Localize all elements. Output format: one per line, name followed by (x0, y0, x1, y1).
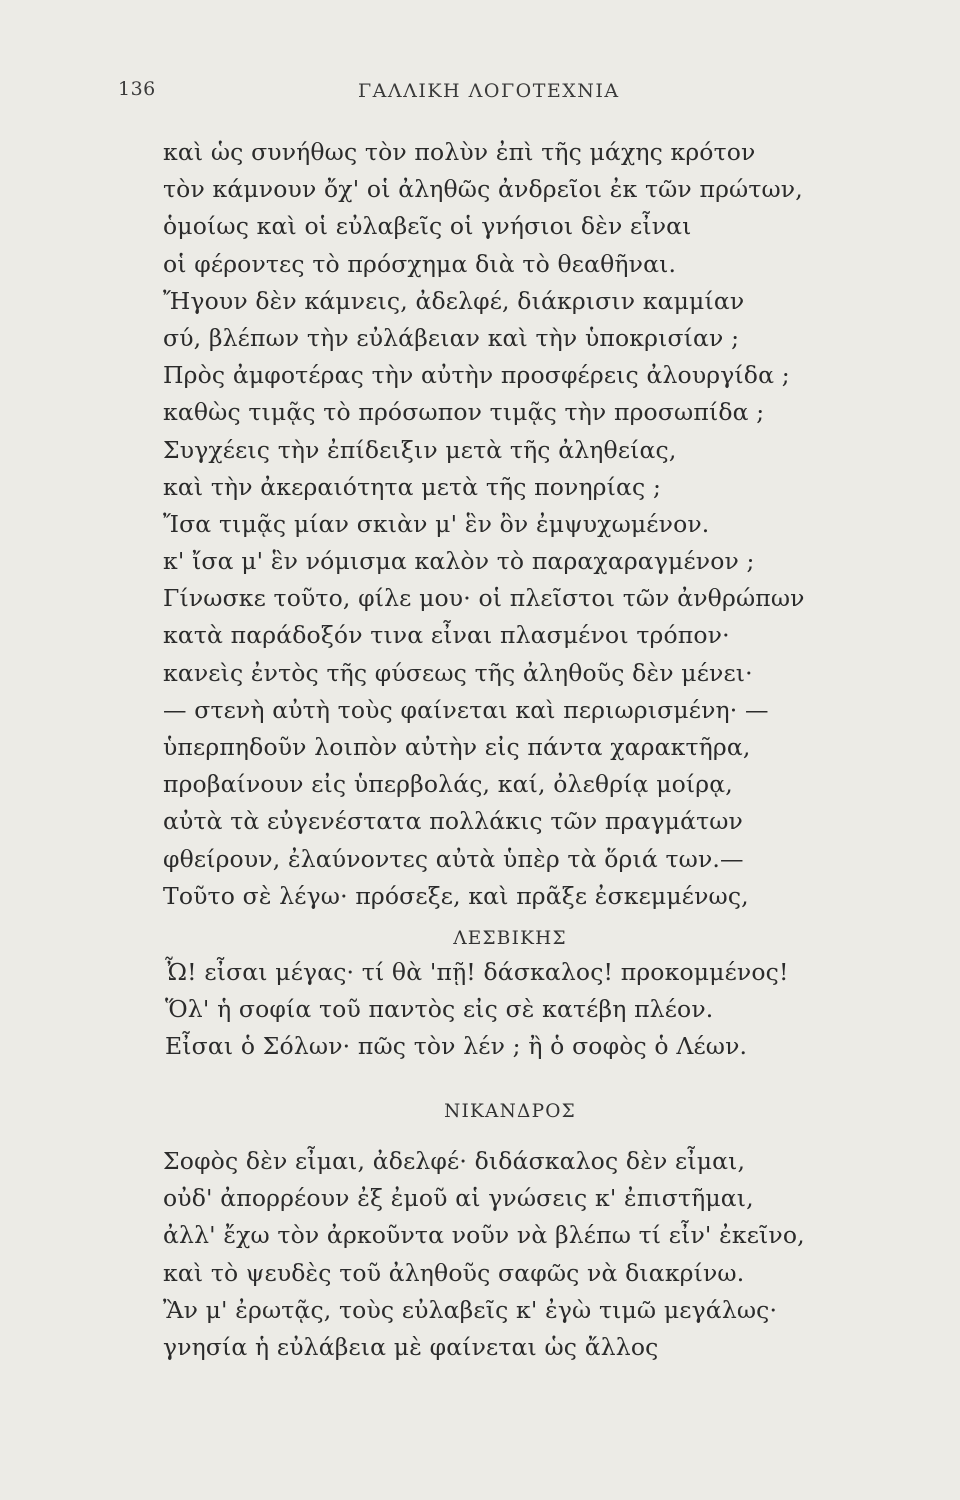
running-title: ΓΑΛΛΙΚΗ ΛΟΓΟΤΕΧΝΙΑ (358, 80, 620, 102)
verse-line: Πρὸς ἀμφοτέρας τὴν αὐτὴν προσφέρεις ἀλουργίδα ; (163, 361, 790, 390)
verse-line: φθείρουν, ἐλαύνοντες αὐτὰ ὑπὲρ τὰ ὅριά των.— (163, 844, 744, 873)
verse-line: — στενὴ αὐτὴ τοὺς φαίνεται καὶ περιωρισμένη· — (163, 695, 769, 724)
verse-block-2 (165, 954, 845, 1066)
verse-line: Ὅλ' ἡ σοφία τοῦ παντὸς εἰς σὲ κατέβη πλέον. (165, 995, 714, 1024)
verse-block-3 (163, 1143, 843, 1366)
verse-line: Ἂν μ' ἐρωτᾷς, τοὺς εὐλαβεῖς κ' ἐγὼ τιμῶ μεγάλως· (163, 1295, 778, 1324)
verse-block-1 (163, 134, 843, 915)
speaker-name: ΛΕΣΒΙΚΗΣ (453, 928, 567, 949)
verse-line: κανεὶς ἐντὸς τῆς φύσεως τῆς ἀληθοῦς δὲν μένει· (163, 658, 753, 687)
verse-line: κ' ἴσα μ' ἓν νόμισμα καλὸν τὸ παραχαραγμένον ; (163, 547, 755, 576)
verse-line: καθὼς τιμᾷς τὸ πρόσωπον τιμᾷς τὴν προσωπίδα ; (163, 398, 765, 427)
running-head (0, 78, 960, 108)
verse-line: Ὦ! εἶσαι μέγας· τί θὰ 'πῇ! δάσκαλος! προκομμένος! (165, 958, 789, 986)
verse-line: καὶ τὸ ψευδὲς τοῦ ἀληθοῦς σαφῶς νὰ διακρίνω. (163, 1258, 745, 1287)
verse-line: αὐτὰ τὰ εὐγενέστατα πολλάκις τῶν πραγμάτων (163, 807, 743, 836)
verse-line: καὶ ὡς συνήθως τὸν πολὺν ἐπὶ τῆς μάχης κρότον (163, 138, 756, 166)
verse-line: ἀλλ' ἔχω τὸν ἀρκοῦντα νοῦν νὰ βλέπω τί εἶν' ἐκεῖνο, (163, 1221, 805, 1250)
verse-line: Εἶσαι ὁ Σόλων· πῶς τὸν λέν ; ἢ ὁ σοφὸς ὁ Λέων. (165, 1032, 748, 1061)
verse-line: Σοφὸς δὲν εἶμαι, ἀδελφέ· διδάσκαλος δὲν εἶμαι, (163, 1147, 746, 1175)
verse-line: Ἤγουν δὲν κάμνεις, ἀδελφέ, διάκρισιν καμμίαν (163, 286, 745, 315)
verse-line: κατὰ παράδοξόν τινα εἶναι πλασμένοι τρόπον· (163, 621, 730, 650)
verse-line: οἱ φέροντες τὸ πρόσχημα διὰ τὸ θεαθῆναι. (163, 249, 677, 278)
verse-line: προβαίνουν εἰς ὑπερβολάς, καί, ὀλεθρίᾳ μοίρᾳ, (163, 770, 733, 799)
verse-line: καὶ τὴν ἀκεραιότητα μετὰ τῆς πονηρίας ; (163, 472, 662, 501)
verse-line: γνησία ἡ εὐλάβεια μὲ φαίνεται ὡς ἄλλος (163, 1332, 659, 1361)
verse-line: Ἴσα τιμᾷς μίαν σκιὰν μ' ἓν ὂν ἐμψυχωμένον. (163, 509, 710, 538)
verse-line: Συγχέεις τὴν ἐπίδειξιν μετὰ τῆς ἀληθείας, (163, 435, 677, 464)
verse-line: σύ, βλέπων τὴν εὐλάβειαν καὶ τὴν ὑποκρισίαν ; (163, 323, 740, 352)
speaker-name: ΝΙΚΑΝΔΡΟΣ (444, 1101, 576, 1122)
verse-line: ὑπερπηδοῦν λοιπὸν αὐτὴν εἰς πάντα χαρακτῆρα, (163, 733, 751, 761)
verse-line: ὁμοίως καὶ οἱ εὐλαβεῖς οἱ γνήσιοι δὲν εἶναι (163, 212, 692, 241)
verse-line: Τοῦτο σὲ λέγω· πρόσεξε, καὶ πρᾶξε ἐσκεμμένως, (163, 881, 749, 910)
page-number: 136 (118, 78, 156, 100)
verse-line: τὸν κάμνουν ὄχ' οἱ ἀληθῶς ἀνδρεῖοι ἐκ τῶν πρώτων, (163, 175, 803, 204)
verse-line: οὐδ' ἀπορρέουν ἐξ ἐμοῦ αἱ γνώσεις κ' ἐπιστῆμαι, (163, 1184, 754, 1213)
verse-line: Γίνωσκε τοῦτο, φίλε μου· οἱ πλεῖστοι τῶν ἀνθρώπων (163, 584, 805, 613)
